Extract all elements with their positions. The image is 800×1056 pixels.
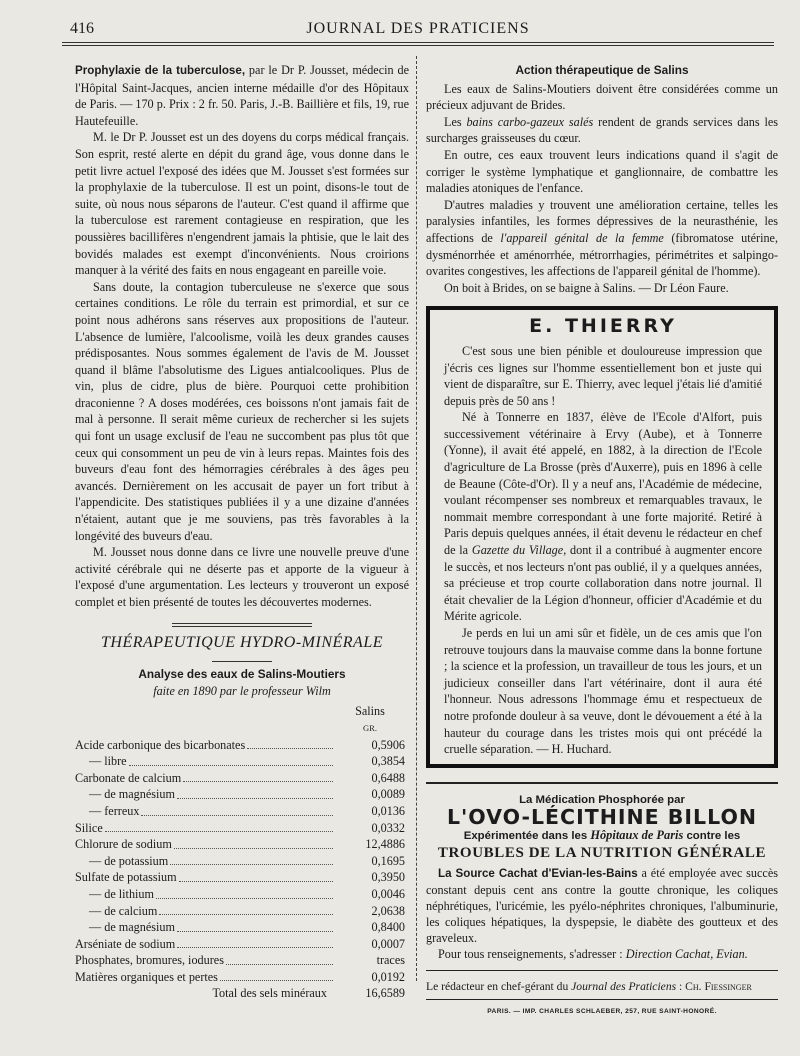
- analysis-row-value: 0,0089: [371, 787, 405, 802]
- text-run: Né à Tonnerre en 1837, élève de l'Ecole d'Alfort, puis successivement vétérinaire à Ervy (Aube), et à Tonnerre (Yonne), il avait été appelé, en 1882, à la direction de l'Ecole d'agriculture de La Brosse (près d'Auxerre), puis en 1896 à celle de Beaune (Côte-d'Or). Il y a neuf ans, l'Académie de médecine, voulant récompenser ses nombreux et remarquables travaux, le nommait membre correspondant à une forte majorité. Retiré à Paris depuis quelques années, il était devenu le rédacteur en chef de la: [444, 410, 762, 558]
- analysis-subtitle: faite en 1890 par le professeur Wilm: [153, 683, 331, 698]
- analysis-title: Analyse des eaux de Salins-Moutiers: [138, 667, 346, 682]
- obituary-paragraph-2: [444, 409, 762, 625]
- analysis-row: [75, 919, 409, 936]
- leader-dots: [183, 770, 333, 783]
- analysis-row: [75, 803, 409, 820]
- editor-line: [426, 976, 778, 996]
- analysis-row-value: 0,5906: [371, 737, 405, 752]
- analysis-row-label: — de magnésium: [89, 787, 175, 802]
- analysis-row-value: 0,8400: [371, 920, 405, 935]
- action-paragraph-3: En outre, ces eaux trouvent leurs indications quand il s'agit de corriger le système lymphatique et ganglionnaire, de combattre les maladies atoniques de l'enfance.: [426, 147, 778, 196]
- analysis-row-label: Silice: [75, 820, 103, 835]
- leader-dots: [105, 820, 333, 833]
- emphasis-text: bains carbo-gazeux salés: [466, 114, 594, 129]
- text-run: D'autres maladies y trouvent une amélioration certaine, telles les paralysies infantiles, les formes dépressives de la neurasthénie, les affections de: [426, 197, 778, 245]
- ad-headline: TROUBLES DE LA NUTRITION GÉNÉRALE: [437, 844, 767, 861]
- analysis-row: [75, 903, 409, 920]
- column-divider: [416, 56, 417, 981]
- leader-dots: [129, 753, 333, 766]
- leader-dots: [177, 786, 333, 799]
- ad-contact: [426, 946, 778, 962]
- obituary-name: E. THIERRY: [529, 315, 677, 338]
- analysis-row-value: traces: [376, 953, 405, 968]
- leader-dots: [179, 869, 333, 882]
- leader-dots: [170, 853, 333, 866]
- text-run: , dont il a contribué à augmenter encore le succès, et nos lecteurs n'ont pas oublié, il y a quelques années, sa précieuse et trop courte collaboration dans notre journal. Il était chevalier de la Légion d'honneur, officier d'Académie et du Mérite agricole.: [444, 543, 762, 624]
- obituary-paragraph-3: Je perds en lui un ami sûr et fidèle, un de ces amis que l'on retrouve toujours dans la mauvaise comme dans la bonne fortune ; la science et la profession, un travailleur de tous les jours, et un judicieux conseiller dans l'art vétérinaire, dont il aura été l'honneur. Nous adressons l'hommage ému et respectueux de notre profonde douleur à sa veuve, dont le dévouement a été à la hauteur du courage dans les tristes mois qui ont précédé la cruelle séparation. — H. Huchard.: [444, 626, 762, 757]
- emphasis-text: Journal des Praticiens: [571, 980, 677, 994]
- text-run: Le rédacteur en chef-gérant du: [426, 980, 572, 994]
- analysis-row-label: Phosphates, bromures, iodures: [75, 953, 224, 968]
- emphasis-text: l'appareil génital de la femme: [500, 230, 664, 245]
- ad-source-paragraph: [426, 865, 778, 946]
- analysis-row-label: — de calcium: [89, 903, 158, 918]
- running-head: [62, 14, 774, 44]
- leader-dots: [247, 737, 333, 750]
- journal-title: JOURNAL DES PRATICIENS: [306, 20, 530, 37]
- action-title: Action thérapeutique de Salins: [515, 63, 689, 77]
- analysis-row-label: Arséniate de sodium: [75, 936, 176, 951]
- header-rule-second: [62, 45, 774, 46]
- review-reference: par le Dr P. Jousset, médecin de l'Hôpital Saint-Jacques, ancien interne médaille d'or des Hôpitaux de Paris. — 170 p. Prix : 2 fr. 50. Paris, J.-B. Baillière et fils, 19, rue Hautefeuille.: [75, 63, 409, 128]
- analysis-row: [75, 853, 409, 870]
- analysis-row: [75, 886, 409, 903]
- analysis-row-value: 0,1695: [371, 853, 405, 868]
- analysis-row: [75, 786, 409, 803]
- header-rule: [62, 42, 774, 43]
- text-run: a été employée avec succès constant depuis cent ans contre la goutte chronique, les coliques néphrétiques, l'uricémie, les pyélo-néphrites chroniques, l'albuminurie, les coliques hépatiques, la dyspepsie, le diabète des goutteux et des graveleux.: [426, 866, 778, 946]
- ad-brand: L'OVO-LÉCITHINE BILLON: [446, 805, 758, 830]
- analysis-row: [75, 969, 409, 986]
- short-divider: [212, 661, 272, 662]
- analysis-row-label: Sulfate de potassium: [75, 870, 177, 885]
- text-run: : Ch. Fiessinger: [676, 980, 752, 994]
- review-title: Prophylaxie de la tuberculose,: [75, 64, 246, 77]
- leader-dots: [159, 903, 333, 916]
- analysis-unit-row: [75, 720, 409, 737]
- analysis-row-label: Acide carbonique des bicarbonates: [75, 737, 246, 752]
- analysis-row-label: Matières organiques et pertes: [75, 969, 218, 984]
- text-run: contre les: [683, 829, 741, 842]
- review-paragraph-3: M. Jousset nous donne dans ce livre une nouvelle preuve d'une activité cérébrale qui ne déserte pas et apporte de la vigueur à l'exposé d'une argumentation. Les lecteurs y trouveront un exposé complet et bien présenté de toutes les découvertes modernes.: [75, 545, 409, 609]
- action-paragraph-1: Les eaux de Salins-Moutiers doivent être considérées comme un précieux adjuvant de Brides.: [426, 81, 778, 113]
- analysis-row-value: 0,3950: [371, 870, 405, 885]
- leader-dots: [226, 952, 333, 965]
- analysis-row-value: 12,4886: [365, 837, 405, 852]
- analysis-row: [75, 936, 409, 953]
- total-label: Total des sels minéraux: [212, 986, 327, 1001]
- review-paragraph-1: M. le Dr P. Jousset est un des doyens du corps médical français. Son esprit, resté alerte en dépit du grand âge, vous donne dans le petit livre actuel l'exposé des idées que M. Jousset s'est formées sur la prophylaxie de la tuberculose. Il est un point, disons-le tout de suite, où nous nous séparons de l'auteur. C'est quand il affirme que la tuberculose est rarement contagieuse en respiration, que les poussières bacillifères n'engendrent jamais la phtisie, que le lait des bovidés malades est exempt d'inconvénients. Nous croirions manquer à la vérité des faits en nous engageant en pareille voie.: [75, 130, 409, 278]
- analysis-row: [75, 836, 409, 853]
- analysis-row: [75, 820, 409, 837]
- text-run: Les: [444, 114, 467, 129]
- analysis-row-value: 2,0638: [371, 903, 405, 918]
- section-title: THÉRAPEUTIQUE HYDRO-MINÉRALE: [101, 633, 383, 651]
- emphasis-text: Hôpitaux de Paris: [590, 827, 684, 842]
- analysis-row-label: Carbonate de calcium: [75, 770, 182, 785]
- analysis-row-value: 0,0007: [371, 936, 405, 951]
- analysis-row-label: — libre: [89, 754, 127, 769]
- action-paragraph-2: [426, 114, 778, 147]
- left-column: [75, 62, 409, 1002]
- section-divider: [172, 623, 312, 627]
- text-run: Pour tous renseignements, s'adresser :: [438, 947, 626, 962]
- obituary-box: [426, 306, 778, 767]
- leader-dots: [220, 969, 333, 982]
- action-paragraph-4: [426, 197, 778, 280]
- analysis-row-value: 0,3854: [371, 754, 405, 769]
- text-run: (fibromatose utérine, dysménorrhée et aménorrhée, métrorrhagies, périmétrites et salpingo-ovarites congestives, les affections de l'appareil génital de l'homme).: [426, 230, 779, 279]
- analysis-row-value: 0,6488: [371, 770, 405, 785]
- text-run: rendent de grands services dans les surcharges graisseuses du cœur.: [426, 114, 778, 146]
- obituary-paragraph-1: C'est sous une bien pénible et douloureuse impression que j'écris ces lignes sur l'homme essentiellement bon et juste qui vient de disparaître, sur E. Thierry, avec lequel j'étais lié d'amitié depuis près de 50 ans !: [444, 343, 762, 408]
- column-header-salins: Salins: [355, 704, 385, 719]
- leader-dots: [174, 836, 333, 849]
- action-paragraph-5: On boit à Brides, on se baigne à Salins. — Dr Léon Faure.: [444, 280, 729, 295]
- analysis-row-value: 0,0332: [371, 820, 405, 835]
- leader-dots: [156, 886, 333, 899]
- editor-rule: [426, 970, 778, 971]
- analysis-row-label: Chlorure de sodium: [75, 837, 172, 852]
- analysis-total-row: [75, 985, 409, 1002]
- ad-tagline: [426, 827, 778, 845]
- analysis-row: [75, 737, 409, 754]
- leader-dots: [177, 936, 333, 949]
- analysis-row-label: — de potassium: [89, 853, 169, 868]
- analysis-row: [75, 869, 409, 886]
- analysis-table: [75, 703, 409, 1002]
- review-paragraph-2: Sans doute, la contagion tuberculeuse ne s'exerce que sous certaines conditions. Le rôle du terrain est primordial, et sur ce point nous adhérons sans réserves aux propositions de l'auteur. L'absence de lumière, l'alcoolisme, voilà les deux grandes causes prédisposantes. Nous sommes également de l'avis de M. Jousset quand il blâme l'absolutisme des Ligues antialcooliques. Plus de vin, plus de cidre, plus de bière. Pourquoi cette prohibition draconienne ? A doses modérées, ces boissons n'ont jamais fait de mal à personne. Il serait même curieux de rechercher si les sujets qui font un usage exclusif de l'eau ne succombent pas plus tôt que ceux qui consomment un peu de vin à leurs repas. Maintes fois des buveurs d'eau font des hémorragies cérébrales à des âges peu avancés. Dernièrement on les accusait de payer un fort tribut à l'appendicite. Des statistiques publiées il y a une dizaine d'années n'étaient, autant que je me souviens, pas très favorables à la longévité des buveurs d'eau.: [75, 279, 409, 543]
- advertisement: [426, 792, 778, 962]
- analysis-row-label: — ferreux: [89, 803, 140, 818]
- unit-label: GR.: [363, 722, 377, 733]
- leader-dots: [177, 919, 333, 932]
- analysis-row-label: — de lithium: [89, 886, 154, 901]
- page-number: 416: [70, 20, 94, 37]
- book-review-heading: [75, 62, 409, 129]
- text-run: Expérimentée dans les: [463, 829, 591, 842]
- emphasis-text: Direction Cachat, Evian.: [625, 947, 748, 962]
- analysis-row: [75, 753, 409, 770]
- analysis-row-value: 0,0046: [371, 886, 405, 901]
- right-column: [426, 62, 778, 1020]
- analysis-row: [75, 770, 409, 787]
- printer-rule: [426, 999, 778, 1000]
- analysis-header-row: [75, 703, 409, 720]
- advertisement-top-rule: [426, 782, 778, 784]
- analysis-row: [75, 952, 409, 969]
- analysis-row-value: 0,0192: [371, 969, 405, 984]
- analysis-row-value: 0,0136: [371, 803, 405, 818]
- ad-kicker: La Médication Phosphorée par: [519, 793, 685, 806]
- leader-dots: [141, 803, 333, 816]
- analysis-row-label: — de magnésium: [89, 920, 175, 935]
- total-value: 16,6589: [365, 986, 405, 1001]
- ad-source-name: La Source Cachat d'Evian-les-Bains: [438, 867, 638, 881]
- ad-body: [426, 865, 778, 962]
- emphasis-text: Gazette du Village: [471, 543, 564, 558]
- printer-line: PARIS. — IMP. CHARLES SCHLAEBER, 257, RUE SAINT-HONORÉ.: [487, 1007, 717, 1015]
